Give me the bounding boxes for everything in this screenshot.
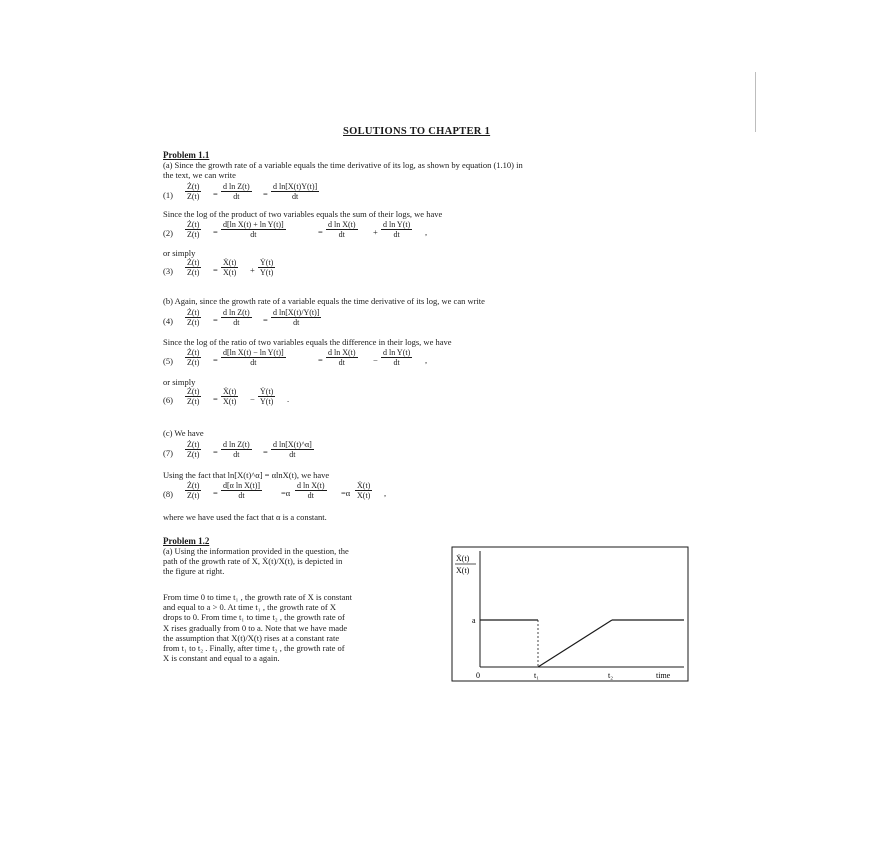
- t2-tick-label: t₂: [608, 671, 614, 680]
- p12-a-paragraph: [163, 546, 443, 577]
- p11-text-after-eq8: where we have used the fact that α is a constant.: [163, 512, 327, 522]
- page-title: SOLUTIONS TO CHAPTER 1: [343, 126, 491, 137]
- p11-a-intro-line1: (a) Since the growth rate of a variable equals the time derivative of its log, as shown by equation (1.10) in: [163, 160, 523, 170]
- problem-1-2-heading: Problem 1.2: [163, 536, 210, 546]
- growth-rate-figure: [450, 545, 690, 685]
- equation-6: (6) $\frac{Ż(t)}{Z(t)}$ = $\frac{\text{Ẋ(t)}}{X(t)}$ − $\frac{\text{Ẏ(t)}}{Y(t)}$ .: [163, 387, 290, 406]
- p11-text-after-eq1: Since the log of the product of two variables equals the sum of their logs, we have: [163, 209, 443, 219]
- scan-artifact-line: [755, 72, 756, 132]
- y-label-num: Ẋ(t): [456, 554, 470, 563]
- p11-a-intro-line2: the text, we can write: [163, 170, 236, 180]
- p12-body-line: X rises gradually from 0 to a. Note that we have made: [163, 622, 348, 633]
- equation-3: (3) $\frac{Ż(t)}{Z(t)}$ = $\frac{\text{Ẋ(t)}}{X(t)}$ + $\frac{\text{Ẏ(t)}}{Y(t)}$: [163, 258, 274, 277]
- p11-text-after-eq7: Using the fact that ln[X(t)^α] = αlnX(t), we have: [163, 470, 330, 480]
- p12-body-line: the assumption that X(t)/X(t) rises at a constant rate: [163, 632, 340, 643]
- p11-c-intro: (c) We have: [163, 428, 204, 438]
- equation-7: (7) $\frac{Ż(t)}{Z(t)}$ = $\frac{\text{d ln Z(t)}}{dt}$ = $\frac{\text{d ln[X(t)\textasciicircum{}α]}}{dt}$: [163, 440, 312, 459]
- p12-body-line: and equal to a > 0. At time t₁ , the growth rate of X: [163, 602, 336, 613]
- equation-2: (2) $\frac{Ż(t)}{Z(t)}$ = $\frac{\text{d[ln X(t) + ln Y(t)]}}{dt}$ = $\frac{\text{d ln X(t)}}{dt}$ + $\frac{\text{d ln Y(t)}}{dt}$ ,: [163, 220, 428, 239]
- p12-body-line: From time 0 to time t₁ , the growth rate of X is constant: [163, 592, 352, 602]
- origin-label: 0: [476, 671, 480, 680]
- p12-body-line: drops to 0. From time t₁ to time t₂ , the growth rate of: [163, 612, 345, 623]
- p12-body-paragraph: [163, 592, 443, 663]
- time-axis-label: time: [656, 671, 671, 680]
- a-tick-label: a: [472, 616, 476, 625]
- p12-body-line: from t₁ to t₂ . Finally, after time t₂ , the growth rate of: [163, 643, 345, 654]
- y-label-den: X(t): [456, 566, 470, 575]
- p11-or-simply-2: or simply: [163, 377, 196, 387]
- p11-or-simply-1: or simply: [163, 248, 196, 258]
- p12-a-line: (a) Using the information provided in the question, the: [163, 546, 349, 556]
- p12-body-line: X is constant and equal to a again.: [163, 653, 280, 664]
- path-segment: [538, 620, 612, 667]
- equation-8: (8) $\frac{Ż(t)}{Z(t)}$ = $\frac{\text{d[α ln X(t)]}}{dt}$ =α $\frac{\text{d ln X(t)}}{dt}$ =α $\frac{\text{Ẋ(t)}}{X(t)}$ ,: [163, 481, 387, 500]
- equation-1: (1) $\frac{Ż(t)}{Z(t)}$ = $\frac{\text{d ln Z(t)}}{dt}$ = $\frac{\text{d ln[X(t)Y(t)]}}{dt}$: [163, 182, 318, 201]
- figure-frame: [452, 547, 688, 681]
- t1-tick-label: t₁: [534, 671, 540, 680]
- series-line: [480, 620, 684, 667]
- equation-4: (4) $\frac{Ż(t)}{Z(t)}$ = $\frac{\text{d ln Z(t)}}{dt}$ = $\frac{\text{d ln[X(t)/Y(t)]}}{dt}$: [163, 308, 320, 327]
- p11-b-intro: (b) Again, since the growth rate of a variable equals the time derivative of its log, we can write: [163, 296, 485, 306]
- problem-1-1-heading: Problem 1.1: [163, 150, 210, 160]
- p12-a-line: the figure at right.: [163, 566, 225, 577]
- p11-text-after-eq4: Since the log of the ratio of two variables equals the difference in their logs, we have: [163, 337, 452, 347]
- p12-a-line: path of the growth rate of X, Ẋ(t)/X(t), is depicted in: [163, 556, 343, 567]
- equation-5: (5) $\frac{Ż(t)}{Z(t)}$ = $\frac{\text{d[ln X(t) − ln Y(t)]}}{dt}$ = $\frac{\text{d ln X(t)}}{dt}$ − $\frac{\text{d ln Y(t)}}{dt}$ ,: [163, 348, 428, 367]
